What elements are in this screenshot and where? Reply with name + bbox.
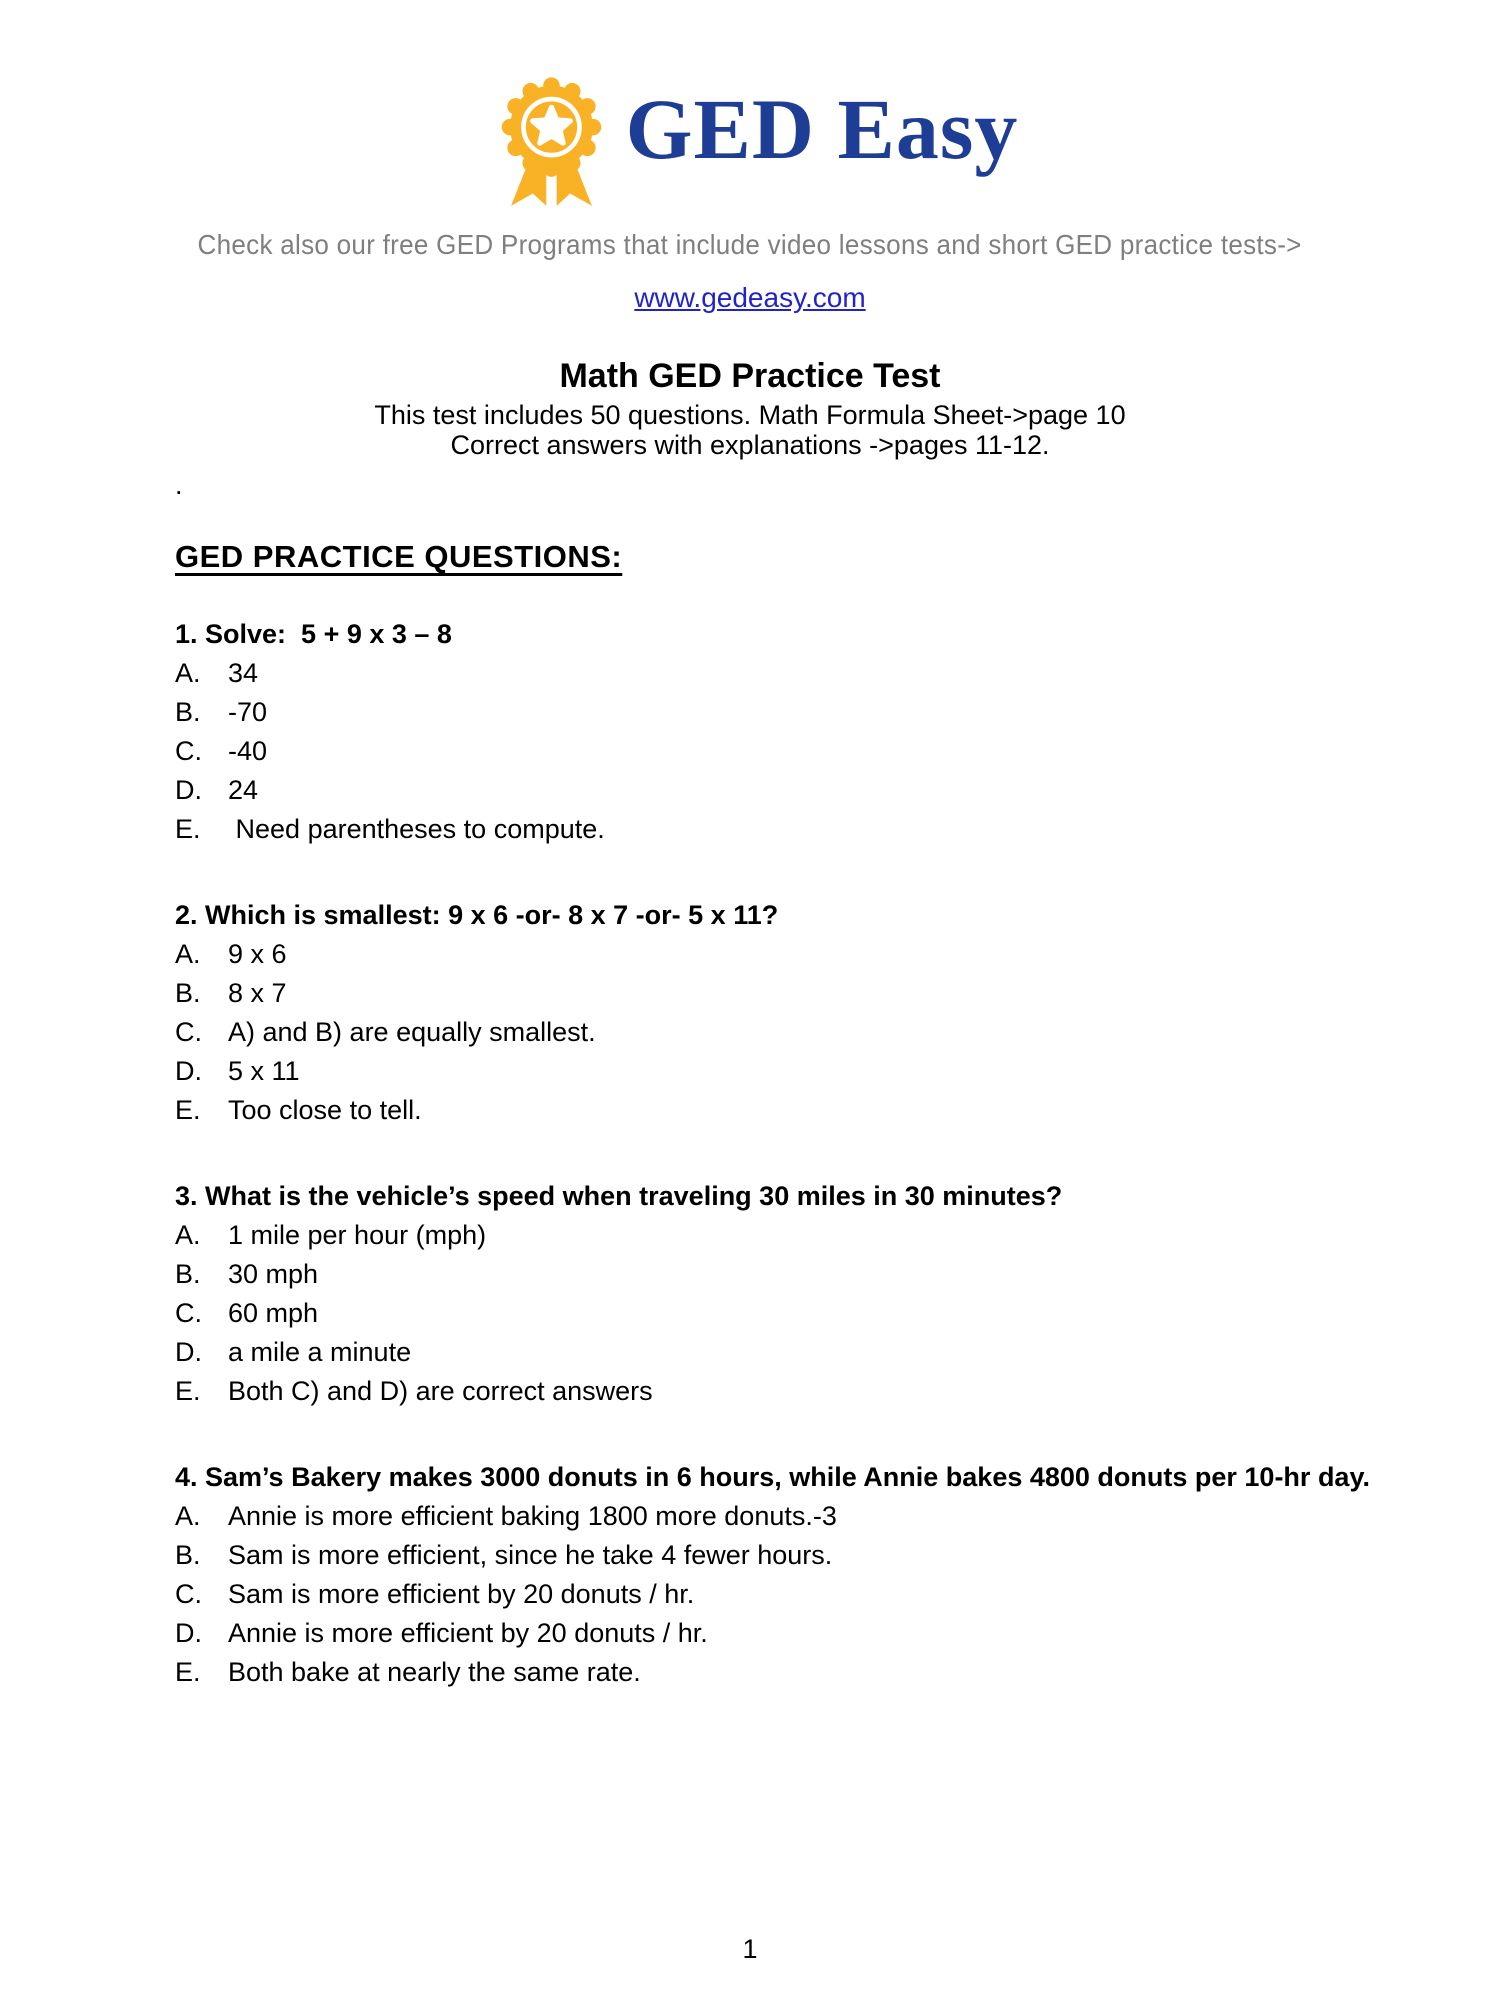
subtitle-line-1: This test includes 50 questions. Math Formula Sheet->page 10 [374, 400, 1126, 430]
question-4-option-b [175, 1541, 1465, 1570]
option-text: Both C) and D) are correct answers [228, 1376, 653, 1406]
option-label: C. [175, 1017, 202, 1047]
question-3-option-d [175, 1338, 1465, 1367]
option-label: D. [175, 1056, 202, 1086]
section-heading-row [0, 499, 1500, 575]
option-label: E. [175, 1095, 201, 1125]
option-label: D. [175, 775, 202, 805]
question-4-option-c [175, 1580, 1465, 1609]
question-3-text: 3. What is the vehicle’s speed when traveling 30 miles in 30 minutes? [175, 1181, 1063, 1211]
question-1-option-b [175, 698, 1465, 727]
option-label: C. [175, 1298, 202, 1328]
stray-period: . [175, 470, 183, 500]
option-text: 30 mph [228, 1259, 319, 1289]
question-2-option-c [175, 1018, 1465, 1047]
logo [0, 68, 1500, 208]
promo-tagline [0, 228, 1500, 261]
question-2-option-d [175, 1057, 1465, 1086]
question-4-text: 4. Sam’s Bakery makes 3000 donuts in 6 hours, while Annie bakes 4800 donuts per 10-hr day. [175, 1462, 1370, 1492]
option-label: B. [175, 697, 201, 727]
question-4 [175, 1462, 1465, 1687]
option-text: a mile a minute [228, 1337, 412, 1367]
option-text: Both bake at nearly the same rate. [228, 1657, 641, 1687]
subtitle-line-2: Correct answers with explanations ->pages 11-12. [450, 430, 1050, 460]
question-2-option-b [175, 979, 1465, 1008]
option-label: D. [175, 1337, 202, 1367]
question-3-option-c [175, 1299, 1465, 1328]
question-4-option-e [175, 1658, 1465, 1687]
question-3-option-a [175, 1221, 1465, 1250]
option-label: A. [175, 939, 201, 969]
question-2 [175, 900, 1465, 1125]
option-label: B. [175, 1259, 201, 1289]
question-4-option-d [175, 1619, 1465, 1648]
option-text: -70 [228, 697, 268, 727]
question-1-option-e [175, 815, 1465, 844]
option-text: Too close to tell. [228, 1095, 422, 1125]
option-text: Annie is more efficient by 20 donuts / hr. [228, 1618, 708, 1648]
option-label: D. [175, 1618, 202, 1648]
question-1-option-c [175, 737, 1465, 766]
option-text: Need parentheses to compute. [228, 814, 605, 844]
option-text: 24 [228, 775, 259, 805]
option-text: -40 [228, 736, 268, 766]
question-3 [175, 1181, 1465, 1406]
website-link-row [0, 281, 1500, 314]
option-label: B. [175, 1540, 201, 1570]
option-text: Sam is more efficient, since he take 4 fewer hours. [228, 1540, 833, 1570]
question-2-option-a [175, 940, 1465, 969]
option-label: A. [175, 658, 201, 688]
option-text: Sam is more efficient by 20 donuts / hr. [228, 1579, 695, 1609]
option-text: 8 x 7 [228, 978, 287, 1008]
document-page [0, 68, 1500, 2009]
option-label: C. [175, 1579, 202, 1609]
page-number: 1 [742, 1934, 758, 1964]
question-3-option-e [175, 1377, 1465, 1406]
option-text: 1 mile per hour (mph) [228, 1220, 487, 1250]
option-text: 9 x 6 [228, 939, 287, 969]
section-heading: GED PRACTICE QUESTIONS: [175, 539, 623, 574]
question-3-option-b [175, 1260, 1465, 1289]
option-label: A. [175, 1501, 201, 1531]
option-text: Annie is more efficient baking 1800 more donuts.-3 [228, 1501, 837, 1531]
website-link[interactable]: www.gedeasy.com [634, 282, 866, 313]
question-1-option-a [175, 659, 1465, 688]
option-label: E. [175, 1376, 201, 1406]
option-text: 5 x 11 [228, 1056, 300, 1086]
promo-tagline-text: Check also our free GED Programs that include video lessons and short GED practice tests-> [197, 229, 1303, 260]
option-text: A) and B) are equally smallest. [228, 1017, 596, 1047]
medal-star-badge-icon [482, 68, 622, 208]
option-text: 60 mph [228, 1298, 319, 1328]
question-2-text: 2. Which is smallest: 9 x 6 -or- 8 x 7 -or- 5 x 11? [175, 900, 779, 930]
option-label: B. [175, 978, 201, 1008]
question-1-option-d [175, 776, 1465, 805]
page-title: Math GED Practice Test [559, 357, 941, 395]
option-label: E. [175, 814, 201, 844]
option-label: E. [175, 1657, 201, 1687]
question-1 [175, 619, 1465, 844]
question-4-option-a [175, 1502, 1465, 1531]
option-text: 34 [228, 658, 259, 688]
document-header [0, 68, 1500, 499]
questions-section [0, 499, 1500, 1687]
option-label: C. [175, 736, 202, 766]
question-2-option-e [175, 1096, 1465, 1125]
logo-wordmark: GED Easy [625, 81, 1019, 177]
option-label: A. [175, 1220, 201, 1250]
question-1-text: 1. Solve: 5 + 9 x 3 – 8 [175, 619, 452, 649]
